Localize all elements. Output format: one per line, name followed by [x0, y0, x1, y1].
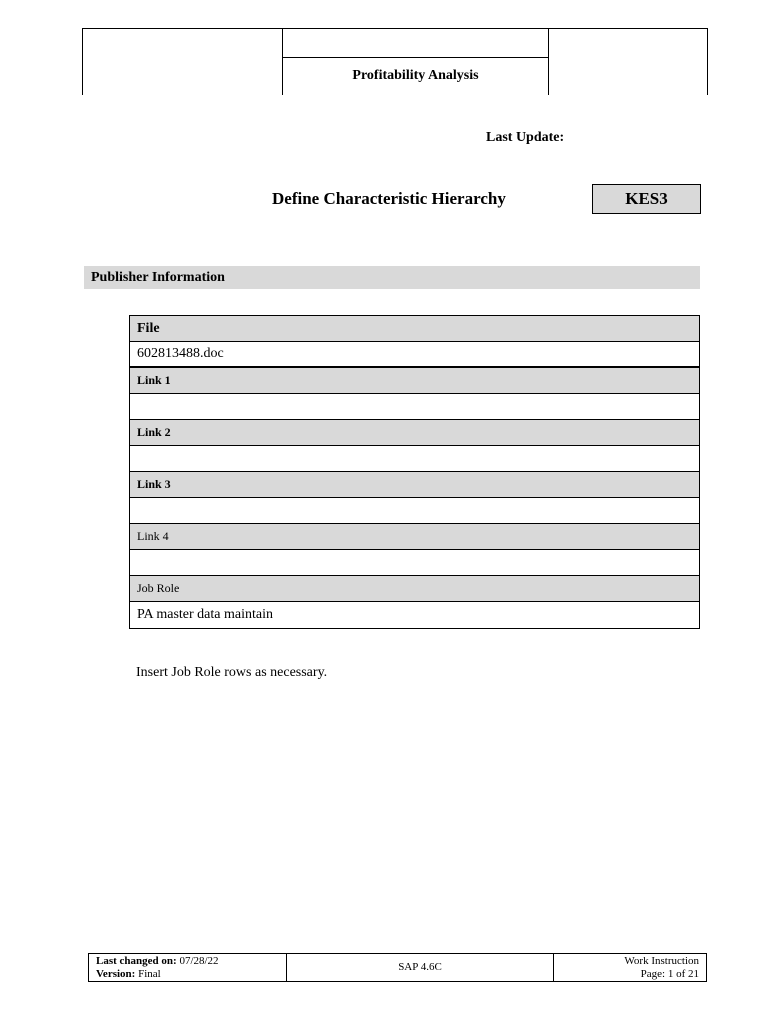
transaction-code-badge: KES3: [592, 184, 701, 214]
document-title: Define Characteristic Hierarchy: [272, 189, 506, 208]
last-update-label: Last Update:: [486, 130, 565, 145]
link4-value-row[interactable]: [130, 550, 699, 576]
footer-page: Page: 1 of 21: [640, 968, 699, 980]
last-changed-label: Last changed on:: [96, 955, 177, 967]
link1-label-row: Link 1: [130, 368, 699, 394]
link2-label-row: Link 2: [130, 420, 699, 446]
header-title: Profitability Analysis: [352, 68, 479, 83]
header-title-cell: [282, 29, 549, 95]
file-label-row: File: [130, 316, 699, 342]
version-label: Version:: [96, 968, 136, 980]
header-logo-cell: [82, 29, 283, 95]
publisher-info-bar: [84, 266, 700, 289]
header-top-subcell: [283, 29, 548, 58]
link2-value-row[interactable]: [130, 446, 699, 472]
link1-value-row[interactable]: [130, 394, 699, 420]
version-value: Final: [138, 968, 161, 980]
link3-label-row: Link 3: [130, 472, 699, 498]
publisher-info-label: Publisher Information: [91, 270, 225, 285]
footer-right-cell: [553, 954, 706, 981]
file-value-row[interactable]: 602813488.doc: [130, 342, 699, 368]
footer-left-cell: [89, 954, 287, 981]
link4-label-row: Link 4: [130, 524, 699, 550]
footer-table: [88, 953, 707, 982]
link3-value-row[interactable]: [130, 498, 699, 524]
job-role-value-row[interactable]: PA master data maintain: [137, 607, 273, 622]
job-role-note: Insert Job Role rows as necessary.: [136, 665, 328, 680]
footer-system: SAP 4.6C: [287, 954, 554, 981]
header-right-cell: [548, 29, 708, 95]
header-table: [82, 28, 708, 95]
footer-doc-type: Work Instruction: [624, 955, 699, 967]
job-role-label-row: Job Role: [130, 576, 699, 602]
last-changed-value: 07/28/22: [179, 955, 219, 967]
publisher-info-table: [129, 315, 700, 629]
